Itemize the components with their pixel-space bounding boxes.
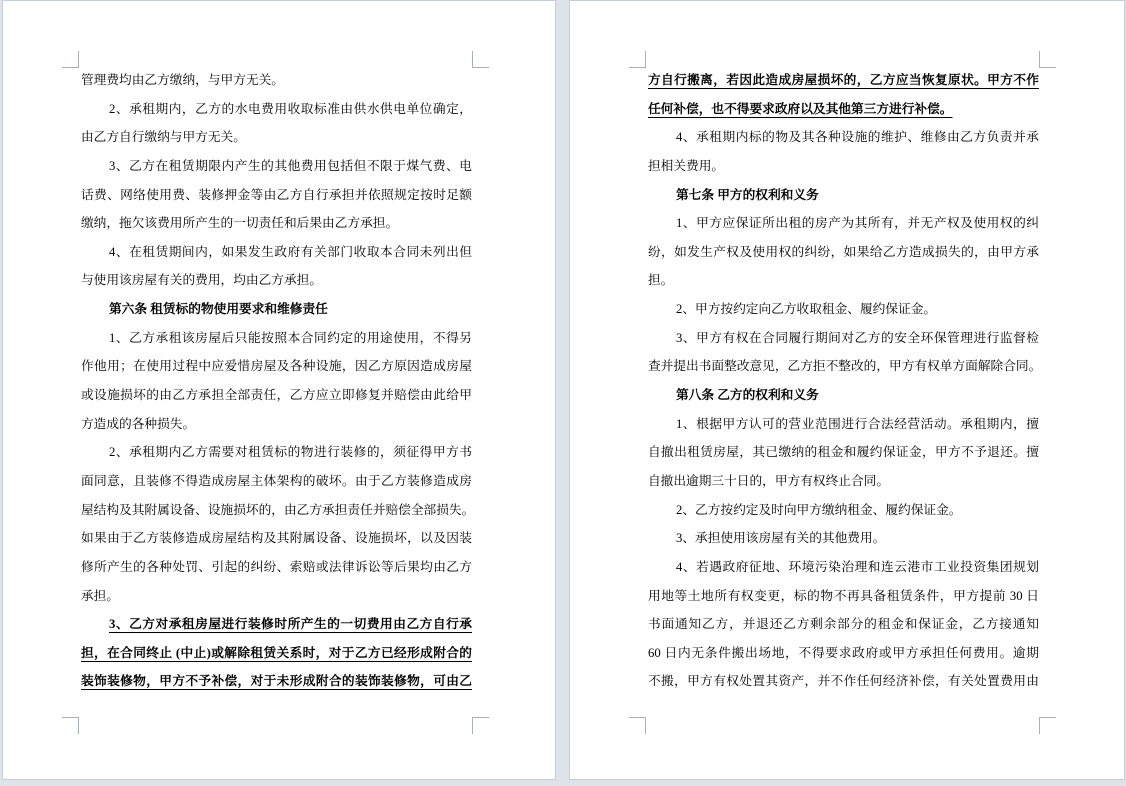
text-line[interactable]: 1、乙方承租该房屋后只能按照本合同约定的用途使用，不得另 <box>109 330 472 345</box>
text-line[interactable]: 用地等土地所有权变更，标的物不再具备租赁条件，甲方提前 30 日 <box>648 588 1039 603</box>
text-line[interactable]: 修所产生的各种处罚、引起的纠纷、索赔或法律诉讼等后果均由乙方 <box>81 559 472 574</box>
text-line[interactable]: 方自行搬离，若因此造成房屋损坏的，乙方应当恢复原状。甲方不作 <box>648 73 1039 87</box>
text-line[interactable]: 2、承租期内，乙方的水电费用收取标准由供水供电单位确定， <box>109 101 472 116</box>
margin-mark-bottom-right <box>1039 717 1056 734</box>
text-line[interactable]: 4、在租赁期间内，如果发生政府有关部门收取本合同未列出但 <box>109 244 472 259</box>
text-line[interactable]: 3、承担使用该房屋有关的其他费用。 <box>676 531 886 546</box>
text-line[interactable]: 方造成的各种损失。 <box>81 416 196 431</box>
text-line[interactable]: 2、承租期内乙方需要对租赁标的物进行装修的，须征得甲方书 <box>109 445 472 460</box>
text-line[interactable]: 与使用该房屋有关的费用，均由乙方承担。 <box>81 273 323 288</box>
text-line[interactable]: 1、甲方应保证所出租的房产为其所有，并无产权及使用权的纠 <box>676 216 1039 231</box>
page-2-text[interactable] <box>648 66 1042 696</box>
text-line[interactable]: 屋结构及其附属设备、设施损坏的，由乙方承担责任并赔偿全部损失。 <box>81 502 475 517</box>
text-line[interactable]: 管理费均由乙方缴纳，与甲方无关。 <box>81 73 284 87</box>
text-line[interactable]: 担相关费用。 <box>648 158 725 173</box>
text-line[interactable]: 担，在合同终止 (中止)或解除租赁关系时，对于乙方已经形成附合的 <box>81 645 472 660</box>
text-line[interactable]: 第六条 租赁标的物使用要求和维修责任 <box>109 302 328 317</box>
text-line[interactable]: 2、甲方按约定向乙方收取租金、履约保证金。 <box>676 302 937 317</box>
text-line[interactable]: 查并提出书面整改意见，乙方拒不整改的，甲方有权单方面解除合同。 <box>648 359 1042 374</box>
document-page-2[interactable] <box>569 0 1125 780</box>
text-line[interactable]: 2、乙方按约定及时向甲方缴纳租金、履约保证金。 <box>676 502 962 517</box>
text-line[interactable]: 不搬，甲方有权处置其资产，并不作任何经济补偿，有关处置费用由 <box>648 674 1039 689</box>
text-line[interactable]: 任何补偿，也不得要求政府以及其他第三方进行补偿。 <box>648 101 953 116</box>
text-line[interactable]: 书面通知乙方，并退还乙方剩余部分的租金和保证金，乙方接通知 <box>648 617 1039 632</box>
text-line[interactable]: 缴纳，拖欠该费用所产生的一切责任和后果由乙方承担。 <box>81 216 399 231</box>
text-line[interactable]: 装饰装修物，甲方不予补偿，对于未形成附合的装饰装修物，可由乙 <box>81 674 472 689</box>
text-line[interactable]: 4、承租期内标的物及其各种设施的维护、维修由乙方负责并承 <box>676 130 1039 145</box>
text-line[interactable]: 承担。 <box>81 588 120 603</box>
margin-mark-top-right <box>472 51 489 68</box>
margin-mark-top-left <box>629 51 646 68</box>
margin-mark-top-left <box>62 51 79 68</box>
text-line[interactable]: 3、甲方有权在合同履行期间对乙方的安全环保管理进行监督检 <box>676 330 1039 345</box>
text-line[interactable]: 3、乙方在租赁期限内产生的其他费用包括但不限于煤气费、电 <box>109 158 472 173</box>
margin-mark-bottom-right <box>472 717 489 734</box>
text-line[interactable]: 面同意，且装修不得造成房屋主体架构的破坏。由于乙方装修造成房 <box>81 473 472 488</box>
text-line[interactable]: 4、若遇政府征地、环境污染治理和连云港市工业投资集团规划 <box>676 559 1039 574</box>
document-page-1[interactable] <box>2 0 556 780</box>
text-line[interactable]: 担。 <box>648 273 674 288</box>
text-line[interactable]: 第七条 甲方的权利和义务 <box>676 187 819 202</box>
text-line[interactable]: 60 日内无条件搬出场地，不得要求政府或甲方承担任何费用。逾期 <box>648 645 1039 660</box>
text-line[interactable]: 纷，如发生产权及使用权的纠纷，如果给乙方造成损失的，由甲方承 <box>648 244 1039 259</box>
text-line[interactable]: 1、根据甲方认可的营业范围进行合法经营活动。承租期内，擅 <box>676 416 1039 431</box>
margin-mark-bottom-left <box>62 717 79 734</box>
text-line[interactable]: 由乙方自行缴纳与甲方无关。 <box>81 130 246 145</box>
margin-mark-bottom-left <box>629 717 646 734</box>
text-line[interactable]: 自撤出租赁房屋，其已缴纳的租金和履约保证金，甲方不予退还。擅 <box>648 445 1039 460</box>
text-line[interactable]: 或设施损坏的由乙方承担全部责任，乙方应立即修复并赔偿由此给甲 <box>81 388 472 403</box>
text-line[interactable]: 自撤出逾期三十日的，甲方有权终止合同。 <box>648 473 890 488</box>
text-line[interactable]: 话费、网络使用费、装修押金等由乙方自行承担并依照规定按时足额 <box>81 187 472 202</box>
margin-mark-top-right <box>1039 51 1056 68</box>
text-line[interactable]: 第八条 乙方的权利和义务 <box>676 388 819 403</box>
text-line[interactable]: 如果由于乙方装修造成房屋结构及其附属设备、设施损坏，以及因装 <box>81 531 472 546</box>
page-1-text[interactable] <box>81 66 475 696</box>
text-line[interactable]: 作他用；在使用过程中应爱惜房屋及各种设施，因乙方原因造成房屋 <box>81 359 472 374</box>
text-line[interactable]: 3、乙方对承租房屋进行装修时所产生的一切费用由乙方自行承 <box>109 617 472 632</box>
